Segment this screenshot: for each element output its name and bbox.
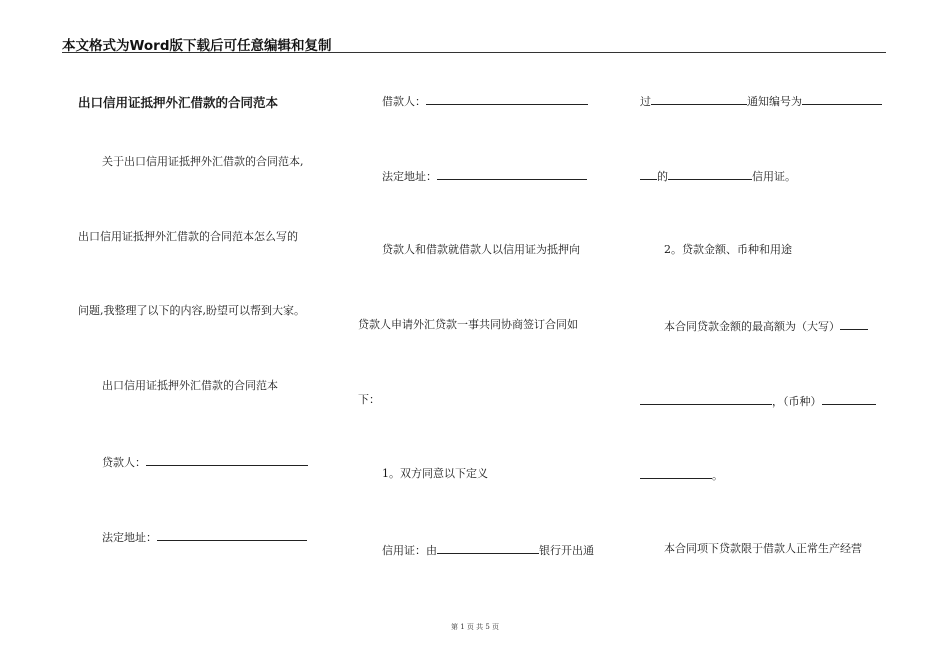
text-letter-of-credit: 信用证。: [752, 170, 796, 183]
document-title: 出口信用证抵押外汇借款的合同范本: [78, 95, 279, 110]
paragraph-intro-2: 出口信用证抵押外汇借款的合同范本怎么写的: [78, 230, 298, 243]
clause-1-heading: 1。双方同意以下定义: [382, 467, 488, 480]
letter-of-credit-definition: [382, 542, 594, 558]
currency-line: [640, 393, 876, 409]
loan-purpose-paragraph: 本合同项下贷款限于借款人正常生产经营: [664, 542, 862, 555]
currency-label: ，（币种）: [772, 395, 822, 408]
lender-label: 贷款人：: [102, 456, 146, 469]
max-amount-line: [664, 318, 868, 334]
text-of: 的: [657, 170, 668, 183]
credit-prefix-blank: [640, 168, 657, 180]
text-through: 过: [640, 95, 651, 108]
currency-blank: [822, 393, 876, 405]
paragraph-agreement-3: 下：: [358, 393, 380, 406]
credit-line: [640, 168, 796, 184]
lender-address-field: [102, 529, 307, 545]
advising-bank-blank: [651, 93, 747, 105]
amount-words-blank: [640, 393, 772, 405]
loc-continued: 银行开出通: [539, 544, 594, 557]
lender-address-label: 法定地址：: [102, 531, 157, 544]
bank-name-blank: [437, 542, 539, 554]
borrower-address-field: [382, 168, 587, 184]
notice-number-blank: [802, 93, 882, 105]
borrower-label: 借款人：: [382, 95, 426, 108]
paragraph-intro-1: 关于出口信用证抵押外汇借款的合同范本,: [102, 155, 304, 168]
borrower-blank: [426, 93, 588, 105]
lender-field: [102, 454, 308, 470]
paragraph-agreement-1: 贷款人和借款就借款人以信用证为抵押向: [382, 243, 580, 256]
paragraph-intro-3: 问题,我整理了以下的内容,盼望可以帮到大家。: [78, 304, 305, 317]
notice-number-line: [640, 93, 882, 109]
credit-number-blank: [668, 168, 752, 180]
max-amount-label: 本合同贷款金额的最高额为（大写）: [664, 320, 840, 333]
lender-blank: [146, 454, 308, 466]
borrower-field: [382, 93, 588, 109]
amount-end-line: [640, 467, 723, 483]
section-title: 出口信用证抵押外汇借款的合同范本: [102, 379, 278, 392]
loc-label: 信用证：由: [382, 544, 437, 557]
borrower-address-blank: [437, 168, 587, 180]
notice-number-label: 通知编号为: [747, 95, 802, 108]
borrower-address-label: 法定地址：: [382, 170, 437, 183]
document-header: 本文格式为Word版下载后可任意编辑和复制: [62, 38, 332, 54]
lender-address-blank: [157, 529, 307, 541]
max-amount-blank: [840, 318, 868, 330]
header-divider: [62, 52, 886, 53]
amount-end-blank: [640, 467, 712, 479]
paragraph-agreement-2: 贷款人申请外汇贷款一事共同协商签订合同如: [358, 318, 578, 331]
page-footer: 第 1 页 共 5 页: [450, 623, 500, 631]
period: 。: [712, 469, 723, 482]
clause-2-heading: 2。贷款金额、币种和用途: [664, 243, 792, 256]
